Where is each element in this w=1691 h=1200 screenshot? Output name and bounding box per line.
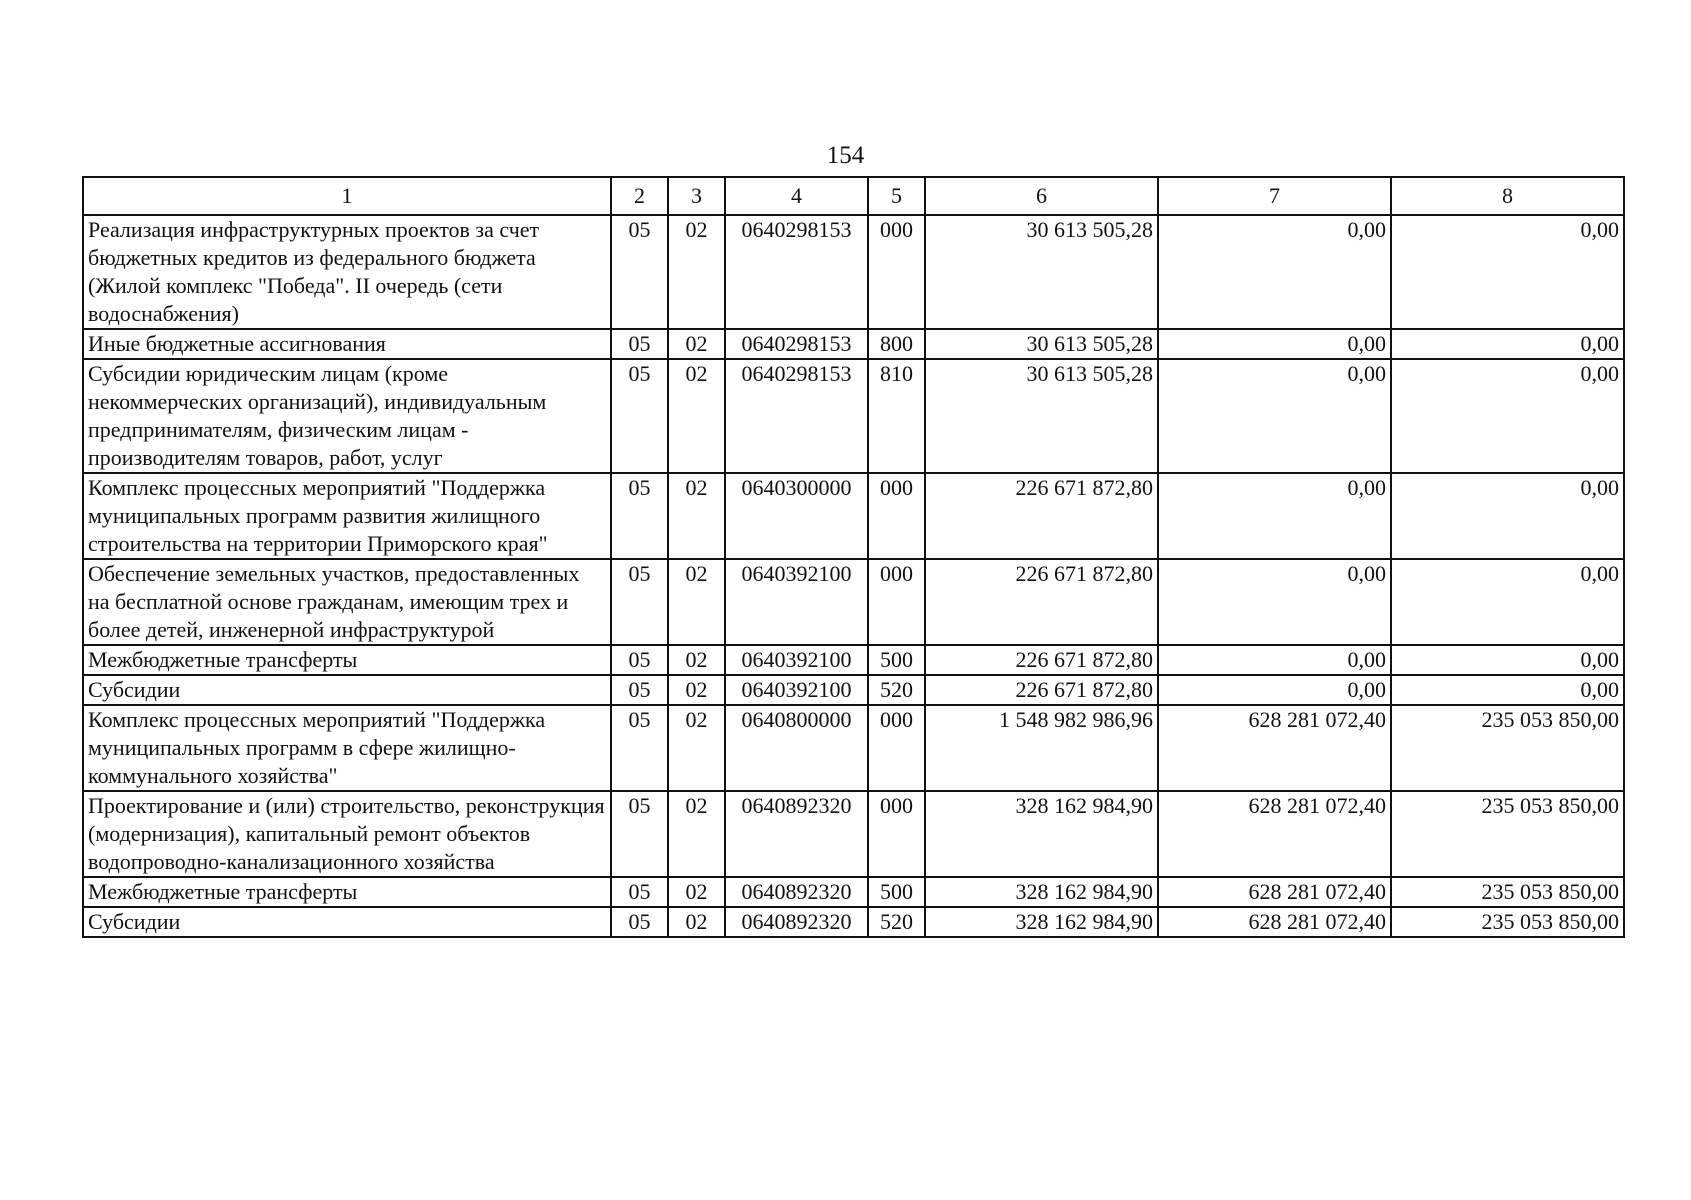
table-row	[83, 359, 1624, 473]
amount-col-7: 0,00	[1158, 559, 1391, 645]
row-name: Субсидии юридическим лицам (кроме некоммерческих организаций), индивидуальным предпринимателям, физическим лицам - производителям товаров, работ, услуг	[83, 359, 611, 473]
amount-col-6: 226 671 872,80	[925, 559, 1158, 645]
expense-type-code: 500	[868, 645, 925, 675]
amount-col-8: 0,00	[1391, 359, 1624, 473]
target-article-code: 0640300000	[725, 473, 868, 559]
amount-col-6: 30 613 505,28	[925, 359, 1158, 473]
amount-col-6: 328 162 984,90	[925, 907, 1158, 937]
subsection-code: 02	[668, 791, 725, 877]
amount-col-8: 235 053 850,00	[1391, 791, 1624, 877]
amount-col-6: 30 613 505,28	[925, 215, 1158, 329]
amount-col-7: 0,00	[1158, 329, 1391, 359]
amount-col-8: 235 053 850,00	[1391, 877, 1624, 907]
section-code: 05	[611, 359, 668, 473]
section-code: 05	[611, 705, 668, 791]
header-cell: 8	[1391, 177, 1624, 215]
amount-col-6: 226 671 872,80	[925, 473, 1158, 559]
table-row	[83, 907, 1624, 937]
expense-type-code: 520	[868, 675, 925, 705]
expense-type-code: 810	[868, 359, 925, 473]
row-name: Комплекс процессных мероприятий "Поддержка муниципальных программ в сфере жилищно-коммунального хозяйства"	[83, 705, 611, 791]
subsection-code: 02	[668, 215, 725, 329]
target-article-code: 0640892320	[725, 791, 868, 877]
expense-type-code: 000	[868, 215, 925, 329]
table-row	[83, 329, 1624, 359]
amount-col-6: 328 162 984,90	[925, 877, 1158, 907]
section-code: 05	[611, 675, 668, 705]
row-name: Комплекс процессных мероприятий "Поддержка муниципальных программ развития жилищного строительства на территории Приморского края"	[83, 473, 611, 559]
row-name: Субсидии	[83, 675, 611, 705]
amount-col-7: 0,00	[1158, 675, 1391, 705]
section-code: 05	[611, 473, 668, 559]
amount-col-8: 0,00	[1391, 559, 1624, 645]
header-cell: 5	[868, 177, 925, 215]
header-cell: 6	[925, 177, 1158, 215]
expense-type-code: 000	[868, 791, 925, 877]
section-code: 05	[611, 791, 668, 877]
table-row	[83, 645, 1624, 675]
expense-type-code: 520	[868, 907, 925, 937]
target-article-code: 0640298153	[725, 359, 868, 473]
header-cell: 1	[83, 177, 611, 215]
page-number: 154	[826, 142, 865, 169]
amount-col-8: 0,00	[1391, 215, 1624, 329]
amount-col-8: 235 053 850,00	[1391, 705, 1624, 791]
section-code: 05	[611, 329, 668, 359]
row-name: Реализация инфраструктурных проектов за счет бюджетных кредитов из федерального бюджета (Жилой комплекс "Победа". II очередь (сети водоснабжения)	[83, 215, 611, 329]
amount-col-7: 628 281 072,40	[1158, 791, 1391, 877]
expense-type-code: 500	[868, 877, 925, 907]
expense-type-code: 000	[868, 705, 925, 791]
section-code: 05	[611, 215, 668, 329]
amount-col-8: 0,00	[1391, 473, 1624, 559]
table-header-row	[83, 177, 1624, 215]
subsection-code: 02	[668, 359, 725, 473]
target-article-code: 0640298153	[725, 215, 868, 329]
table-row	[83, 473, 1624, 559]
subsection-code: 02	[668, 907, 725, 937]
table-row	[83, 559, 1624, 645]
amount-col-7: 628 281 072,40	[1158, 907, 1391, 937]
target-article-code: 0640392100	[725, 559, 868, 645]
target-article-code: 0640892320	[725, 907, 868, 937]
row-name: Иные бюджетные ассигнования	[83, 329, 611, 359]
section-code: 05	[611, 645, 668, 675]
header-cell: 4	[725, 177, 868, 215]
row-name: Обеспечение земельных участков, предоставленных на бесплатной основе гражданам, имеющим трех и более детей, инженерной инфраструктурой	[83, 559, 611, 645]
amount-col-7: 0,00	[1158, 645, 1391, 675]
amount-col-7: 628 281 072,40	[1158, 877, 1391, 907]
amount-col-6: 1 548 982 986,96	[925, 705, 1158, 791]
amount-col-7: 628 281 072,40	[1158, 705, 1391, 791]
row-name: Межбюджетные трансферты	[83, 877, 611, 907]
target-article-code: 0640892320	[725, 877, 868, 907]
section-code: 05	[611, 877, 668, 907]
target-article-code: 0640392100	[725, 645, 868, 675]
amount-col-7: 0,00	[1158, 473, 1391, 559]
amount-col-8: 0,00	[1391, 329, 1624, 359]
amount-col-6: 30 613 505,28	[925, 329, 1158, 359]
budget-table	[82, 176, 1625, 938]
target-article-code: 0640392100	[725, 675, 868, 705]
subsection-code: 02	[668, 473, 725, 559]
section-code: 05	[611, 559, 668, 645]
expense-type-code: 800	[868, 329, 925, 359]
subsection-code: 02	[668, 877, 725, 907]
subsection-code: 02	[668, 559, 725, 645]
table-row	[83, 215, 1624, 329]
expense-type-code: 000	[868, 559, 925, 645]
expense-type-code: 000	[868, 473, 925, 559]
table-row	[83, 675, 1624, 705]
table-row	[83, 877, 1624, 907]
subsection-code: 02	[668, 329, 725, 359]
row-name: Межбюджетные трансферты	[83, 645, 611, 675]
amount-col-7: 0,00	[1158, 359, 1391, 473]
table-row	[83, 791, 1624, 877]
amount-col-6: 328 162 984,90	[925, 791, 1158, 877]
target-article-code: 0640298153	[725, 329, 868, 359]
header-cell: 3	[668, 177, 725, 215]
amount-col-6: 226 671 872,80	[925, 675, 1158, 705]
amount-col-8: 0,00	[1391, 675, 1624, 705]
section-code: 05	[611, 907, 668, 937]
subsection-code: 02	[668, 645, 725, 675]
row-name: Проектирование и (или) строительство, реконструкция (модернизация), капитальный ремонт объектов водопроводно-канализационного хозяйства	[83, 791, 611, 877]
amount-col-7: 0,00	[1158, 215, 1391, 329]
amount-col-8: 0,00	[1391, 645, 1624, 675]
table-row	[83, 705, 1624, 791]
header-cell: 2	[611, 177, 668, 215]
subsection-code: 02	[668, 705, 725, 791]
header-cell: 7	[1158, 177, 1391, 215]
target-article-code: 0640800000	[725, 705, 868, 791]
row-name: Субсидии	[83, 907, 611, 937]
amount-col-6: 226 671 872,80	[925, 645, 1158, 675]
amount-col-8: 235 053 850,00	[1391, 907, 1624, 937]
subsection-code: 02	[668, 675, 725, 705]
